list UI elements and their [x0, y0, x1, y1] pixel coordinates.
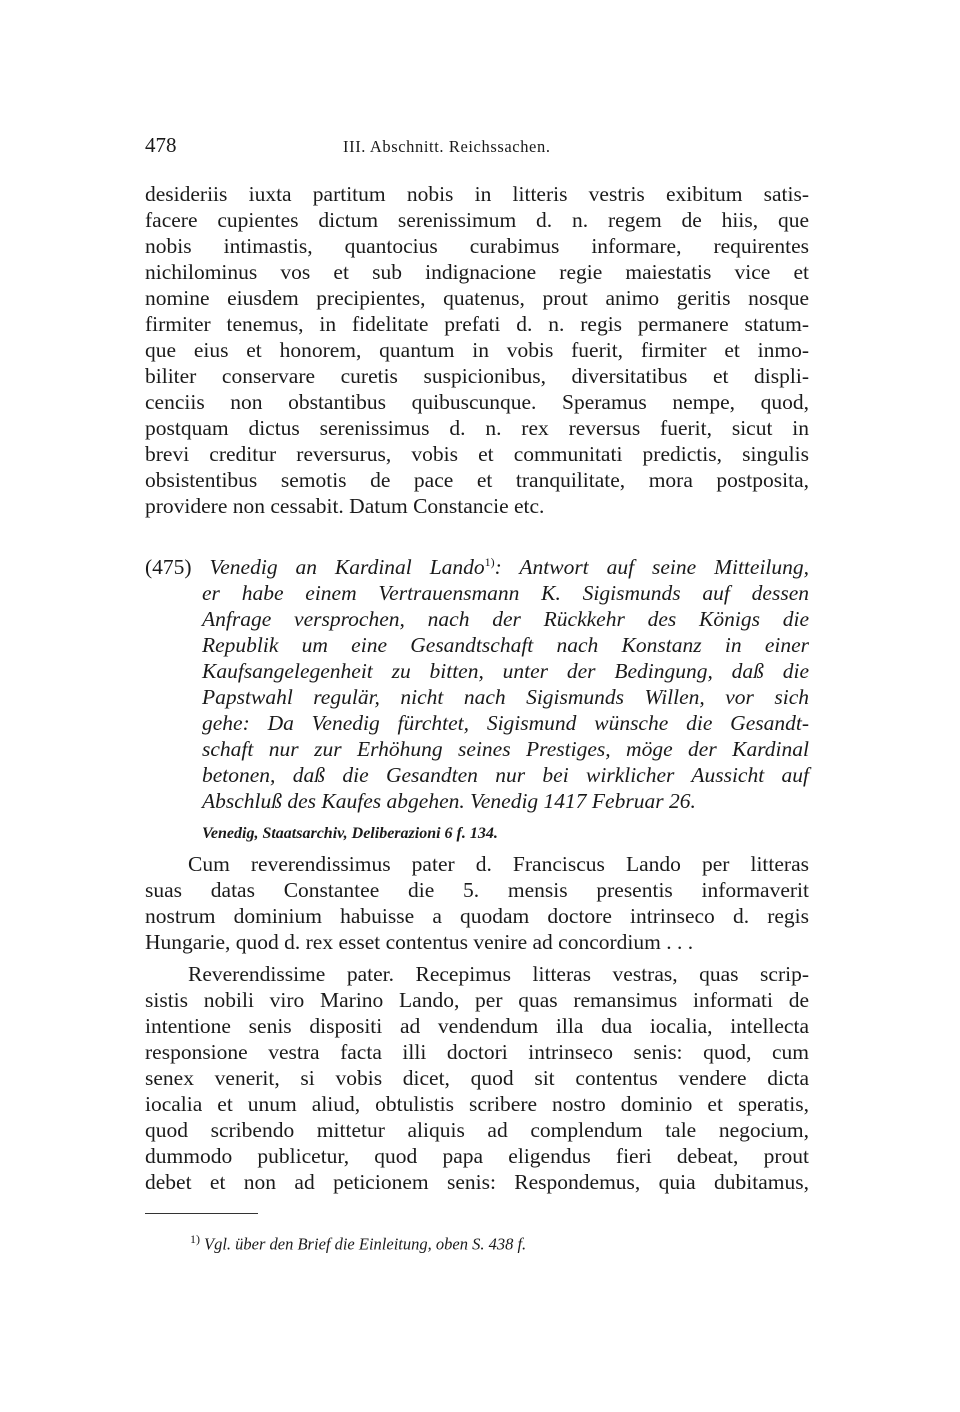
footnote-mark: 1)	[190, 1232, 200, 1246]
text-line: Reverendissime pater. Recepimus litteras vestras, quas scrip-	[188, 962, 809, 986]
entry-title-line: Republik um eine Gesandtschaft nach Konstanz in einer	[202, 633, 809, 657]
footnote-divider	[145, 1213, 258, 1214]
text-line: nichilominus vos et sub indignacione regie maiestatis vice et	[145, 260, 809, 284]
text-line: quod scribendo mittetur aliquis ad complendum tale negocium,	[145, 1118, 809, 1142]
text-line: debet et non ad peticionem senis: Respondemus, quia dubitamus,	[145, 1170, 809, 1194]
entry-title-start: Venedig an Kardinal Lando	[209, 555, 485, 579]
page-number: 478	[145, 133, 177, 157]
text-line: sistis nobili viro Marino Lando, per quas remansimus informati de	[145, 988, 809, 1012]
archival-source: Venedig, Staatsarchiv, Deliberazioni 6 f. 134.	[202, 825, 498, 842]
text-line: nostrum dominium habuisse a quodam doctore intrinseco d. regis	[145, 904, 809, 928]
text-line: postquam dictus serenissimus d. n. rex reversus fuerit, sicut in	[145, 416, 809, 440]
entry-title-line: gehe: Da Venedig fürchtet, Sigismund wünsche die Gesandt-	[202, 711, 809, 735]
text-line: biliter conservare curetis suspicionibus, diversitatibus et displi-	[145, 364, 809, 388]
text-line: senex venerit, si vobis dicet, quod sit contentus vendere dicta	[145, 1066, 809, 1090]
entry-heading-first-line	[145, 554, 809, 580]
footnote-reference: 1)	[484, 554, 495, 569]
entry-title-line: Papstwahl regulär, nicht nach Sigismunds Willen, vor sich	[202, 685, 809, 709]
entry-title-continuation: : Antwort auf seine Mitteilung,	[494, 555, 810, 579]
text-line: cenciis non obstantibus quibuscunque. Speramus nempe, quod,	[145, 390, 809, 414]
text-line: firmiter tenemus, in fidelitate prefati d. n. regis permanere statum-	[145, 312, 809, 336]
entry-title-line: Anfrage versprochen, nach der Rückkehr des Königs die	[202, 607, 809, 631]
entry-title-line: betonen, daß die Gesandten nur bei wirklicher Aussicht auf	[202, 763, 809, 787]
text-line: Cum reverendissimus pater d. Franciscus Lando per litteras	[188, 852, 809, 876]
text-line: brevi creditur reversurus, vobis et communitati predictis, singulis	[145, 442, 809, 466]
text-line: obsistentibus semotis de pace et tranquilitate, mora postposita,	[145, 468, 809, 492]
text-line: dummodo publicetur, quod papa eligendus fieri debeat, prout	[145, 1144, 809, 1168]
text-line: suas datas Constantee die 5. mensis presentis informaverit	[145, 878, 809, 902]
text-line: providere non cessabit. Datum Constancie etc.	[145, 494, 545, 518]
entry-title-line: Kaufsangelegenheit zu bitten, unter der Bedingung, daß die	[202, 659, 809, 683]
entry-title-line: Abschluß des Kaufes abgehen. Venedig 1417 Februar 26.	[202, 789, 696, 813]
text-line: intentione senis dispositi ad vendendum illa dua iocalia, intellecta	[145, 1014, 809, 1038]
text-line: facere cupientes dictum serenissimum d. n. regem de hiis, que	[145, 208, 809, 232]
text-line: iocalia et unum aliud, obtulistis scribere nostro dominio et speratis,	[145, 1092, 809, 1116]
page-header	[145, 133, 815, 163]
entry-title-line: er habe einem Vertrauensmann K. Sigismunds auf dessen	[202, 581, 809, 605]
text-line: responsione vestra facta illi doctori intrinseco senis: quod, cum	[145, 1040, 809, 1064]
footnote	[190, 1228, 526, 1256]
entry-title-line: schaft nur zur Erhöhung seines Prestiges, möge der Kardinal	[202, 737, 809, 761]
text-line: nobis intimastis, quantocius curabimus informare, requirentes	[145, 234, 809, 258]
text-line: Hungarie, quod d. rex esset contentus venire ad concordium . . .	[145, 930, 694, 954]
text-line: desideriis iuxta partitum nobis in litteris vestris exibitum satis-	[145, 182, 809, 206]
running-head: III. Abschnitt. Reichssachen.	[343, 137, 551, 156]
text-line: que eius et honorem, quantum in vobis fuerit, firmiter et inmo-	[145, 338, 809, 362]
text-line: nomine eiusdem precipientes, quatenus, prout animo geritis nosque	[145, 286, 809, 310]
entry-number: (475)	[145, 555, 192, 579]
footnote-text: Vgl. über den Brief die Einleitung, oben S. 438 f.	[204, 1234, 527, 1254]
